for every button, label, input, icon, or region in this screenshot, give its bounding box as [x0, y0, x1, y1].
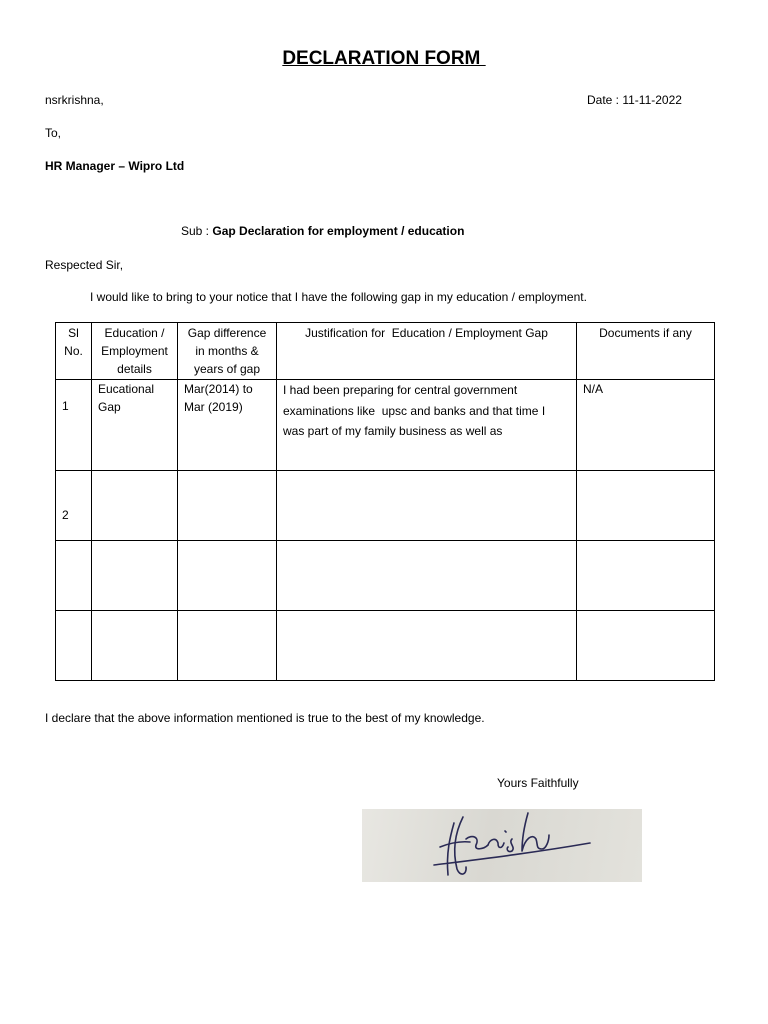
table-row — [56, 380, 715, 471]
row-gap — [178, 541, 277, 611]
subject-line — [181, 224, 464, 238]
row-justification — [277, 611, 577, 681]
row-sl: 2 — [56, 471, 92, 541]
row-justification — [277, 471, 577, 541]
to-line: To, — [45, 126, 62, 140]
signature-image — [362, 809, 642, 882]
row-education: Eucational Gap — [92, 380, 178, 471]
row-sl: 1 — [56, 380, 92, 471]
table-header-row — [56, 323, 715, 380]
row-gap — [178, 611, 277, 681]
row-documents — [577, 471, 715, 541]
row-documents: N/A — [577, 380, 715, 471]
header-justification: Justification for Education / Employment Gap — [277, 323, 577, 380]
row-justification: I had been preparing for central government examinations like upsc and banks and that time I was part of my family business as well as — [277, 380, 577, 471]
declaration-statement: I declare that the above information mentioned is true to the best of my knowledge. — [45, 711, 485, 725]
intro-text: I would like to bring to your notice that I have the following gap in my education / employment. — [90, 290, 587, 304]
closing-line: Yours Faithfully — [497, 776, 579, 790]
form-date: Date : 11-11-2022 — [587, 93, 682, 107]
header-gap: Gap difference in months & years of gap — [178, 323, 277, 380]
row-sl — [56, 611, 92, 681]
signature-scribble — [362, 809, 642, 882]
table-row — [56, 611, 715, 681]
row-gap: Mar(2014) to Mar (2019) — [178, 380, 277, 471]
recipient: HR Manager – Wipro Ltd — [45, 159, 185, 173]
form-title: DECLARATION FORM — [282, 48, 486, 69]
subject-text: Gap Declaration for employment / education — [212, 224, 465, 238]
row-education — [92, 541, 178, 611]
row-education — [92, 611, 178, 681]
header-sl: Sl No. — [56, 323, 92, 380]
sender-name: nsrkrishna, — [45, 93, 104, 107]
table-row — [56, 471, 715, 541]
row-sl — [56, 541, 92, 611]
header-documents: Documents if any — [577, 323, 715, 380]
salutation: Respected Sir, — [45, 258, 124, 272]
row-justification — [277, 541, 577, 611]
row-documents — [577, 611, 715, 681]
row-gap — [178, 471, 277, 541]
row-documents — [577, 541, 715, 611]
row-education — [92, 471, 178, 541]
header-education: Education / Employment details — [92, 323, 178, 380]
table-row — [56, 541, 715, 611]
gap-table — [55, 322, 715, 681]
subject-prefix: Sub : — [181, 224, 213, 238]
